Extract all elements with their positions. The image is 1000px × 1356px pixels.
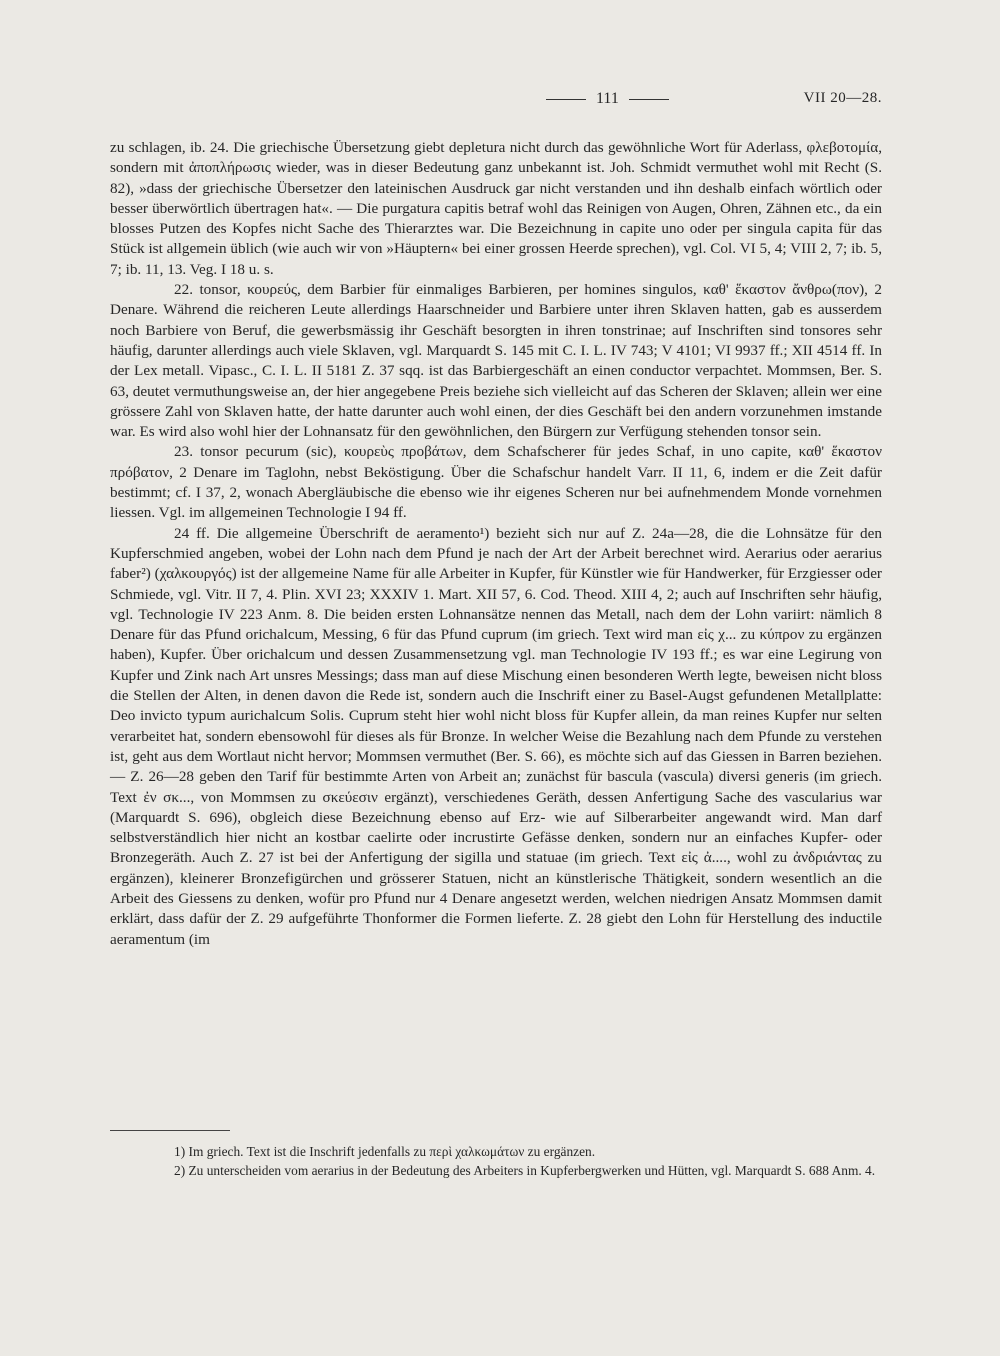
paragraph-24: 24 ff. Die allgemeine Überschrift de aeramento¹) bezieht sich nur auf Z. 24a—28, die die Lohnsätze für den Kupferschmied angeben, wobei der Lohn nach dem Pfund je nach der Art der Arbeit berechnet wird. Aerarius oder aerarius faber²) (χαλκουργός) ist der allgemeine Name für alle Arbeiter in Kupfer, für Künstler wie für Handwerker, für Erzgiesser oder Schmiede, vgl. Vitr. II 7, 4. Plin. XVI 23; XXXIV 1. Mart. XII 57, 6. Cod. Theod. XIII 4, 2; auch auf Inschriften sehr häufig, vgl. Technologie IV 223 Anm. 8. Die beiden ersten Lohnansätze nennen das Metall, nach dem der Lohn variirt: nämlich 8 Denare für das Pfund orichalcum, Messing, 6 für das Pfund cuprum (im griech. Text wird man εἰς χ... zu κύπρον zu ergänzen haben), Kupfer. Über orichalcum und dessen Zusammensetzung vgl. man Technologie IV 193 ff.; es war eine Legirung von Kupfer und Zink nach Art unsres Messings; dass man auf diese Mischung einen besonderen Werth legte, beweisen nicht bloss die Stellen der Alten, in denen davon die Rede ist, sondern auch die Inschrift einer zu Basel-Augst gefundenen Metallplatte: Deo invicto typum aurichalcum Solis. Cuprum steht hier wohl nicht bloss für Kupfer allein, da man reines Kupfer nur selten verarbeitet hat, sondern ebensowohl für dieses als für Bronze. In welcher Weise die Bezahlung nach dem Pfunde zu verstehen ist, geht aus dem Wortlaut nicht hervor; Mommsen vermuthet (Ber. S. 66), es möchte sich auf das Giessen in Barren beziehen. — Z. 26—28 geben den Tarif für bestimmte Arten von Arbeit an; zunächst für bascula (vascula) diversi generis (im griech. Text ἐν σκ..., von Mommsen zu σκεύεσιν ergänzt), verschiedenes Geräth, dessen Anfertigung Sache des vascularius war (Marquardt S. 696), obgleich diese Bezeichnung ebenso auf Erz- wie auf Silberarbeiter angewandt wird. Man darf selbstverständlich hier nicht an kostbar caelirte oder incrustirte Gefässe denken, sondern nur an einfaches Kupfer- oder Bronzegeräth. Auch Z. 27 ist bei der Anfertigung der sigilla und statuae (im griech. Text εἰς ἀ...., wohl zu ἀνδριάντας zu ergänzen), kleinerer Bronzefigürchen und grösserer Statuen, nicht an künstlerische Thätigkeit, sondern wesentlich an die Arbeit des Giessens zu denken, wofür pro Pfund nur 4 Denare angesetzt werden, welchen niedrigen Ansatz Mommsen damit erklärt, dass dafür der Z. 29 aufgeführte Thonformer die Formen lieferte. Z. 28 giebt den Lohn für Herstellung des inductile aeramentum (im	[110, 524, 882, 948]
footnote-2: 2) Zu unterscheiden vom aerarius in der Bedeutung des Arbeiters in Kupferbergwerken und Hütten, vgl. Marquardt S. 688 Anm. 4.	[174, 1163, 876, 1178]
paragraph-22: 22. tonsor, κουρεύς, dem Barbier für einmaliges Barbieren, per homines singulos, καθ' ἕκαστον ἄνθρω(πον), 2 Denare. Während die reicheren Leute allerdings Haarschneider und Barbiere unter ihren Sklaven hatten, gab es ausserdem noch Barbiere von Beruf, die gewerbsmässig ihr Geschäft besorgten in ihren tonstrinae; auf Inschriften sind tonsores sehr häufig, darunter allerdings auch viele Sklaven, vgl. Marquardt S. 145 mit C. I. L. IV 743; V 4101; VI 9937 ff.; XII 4514 ff. In der Lex metall. Vipasc., C. I. L. II 5181 Z. 37 sqq. ist das Barbiergeschäft an einen conductor verpachtet. Mommsen, Ber. S. 63, deutet vermuthungsweise an, der hier angegebene Preis beziehe sich vielleicht auf das Scheren der Sklaven; allein wer eine grössere Zahl von Sklaven hatte, der hatte darunter auch wohl einen, der dies Geschäft bei den andern vorzunehmen imstande war. Es wird also wohl hier der Lohnansatz für den gewöhnlichen, den Bürgern zur Verfügung stehenden tonsor sein.	[110, 281, 882, 441]
header-rule-left	[546, 99, 586, 100]
page-number: 111	[596, 90, 619, 107]
running-header	[110, 90, 882, 114]
footnote-1: 1) Im griech. Text ist die Inschrift jedenfalls zu περὶ χαλκωμάτων zu ergänzen.	[174, 1144, 596, 1159]
footnotes	[110, 1142, 882, 1180]
header-rule-right	[629, 99, 669, 100]
paragraph-continuation: zu schlagen, ib. 24. Die griechische Übersetzung giebt depletura nicht durch das gewöhnliche Wort für Aderlass, φλεβοτομία, sondern mit ἀποπλήρωσις wieder, was in dieser Bedeutung ganz unbekannt ist. Joh. Schmidt vermuthet wohl mit Recht (S. 82), »dass der griechische Übersetzer den lateinischen Ausdruck gar nicht verstanden und ihn deshalb einfach wörtlich oder besser überwörtlich übertragen hat«. — Die purgatura capitis betraf wohl das Reinigen von Augen, Ohren, Zähnen etc., da ein blosses Putzen des Kopfes nicht Sache des Thierarztes war. Die Bezeichnung in capite uno oder per singula capita für das Stück ist allgemein üblich (wie auch wir von »Häuptern« bei einer grossen Heerde sprechen), vgl. Col. VI 5, 4; VIII 2, 7; ib. 5, 7; ib. 11, 13. Veg. I 18 u. s.	[110, 139, 882, 278]
section-reference: VII 20—28.	[803, 90, 882, 106]
main-text	[110, 138, 882, 950]
page-number-block	[536, 90, 679, 108]
paragraph-23: 23. tonsor pecurum (sic), κουρεὺς προβάτων, dem Schafscherer für jedes Schaf, in uno capite, καθ' ἕκαστον πρόβατον, 2 Denare im Taglohn, nebst Beköstigung. Über die Schafschur handelt Varr. II 11, 6, indem er die Zeit dafür bestimmt; cf. I 37, 2, wonach Abergläubische die ebenso wie ihr eigenes Scheren nur bei aufnehmendem Monde vornehmen liessen. Vgl. im allgemeinen Technologie I 94 ff.	[110, 443, 882, 522]
footnote-separator	[110, 1130, 230, 1131]
